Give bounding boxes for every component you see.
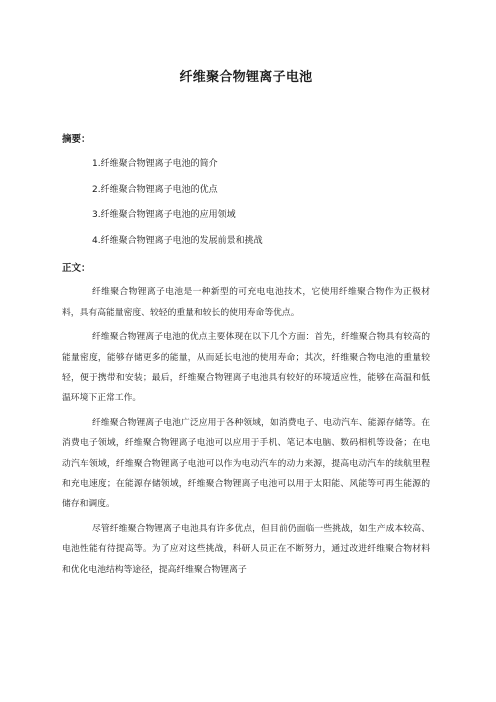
body-label: 正文： xyxy=(62,263,91,275)
outline-item: 1.纤维聚合物锂离子电池的简介 xyxy=(92,159,218,169)
outline-item: 2.纤维聚合物锂离子电池的优点 xyxy=(92,184,218,195)
body-paragraph: 纤维聚合物锂离子电池的优点主要体现在以下几个方面：首先，纤维聚合物具有较高的能量密度，能够存储更多的能量，从而延长电池的使用寿命；其次，纤维聚合物电池的重量较轻，便于携带和安装；最后，纤维聚合物锂离子电池具有较好的环境适应性，能够在高温和低温环境下正常工作。 xyxy=(62,332,430,404)
body-paragraph: 尽管纤维聚合物锂离子电池具有许多优点，但目前仍面临一些挑战，如生产成本较高、电池性能有待提高等。为了应对这些挑战，科研人员正在不断努力，通过改进纤维聚合物材料和优化电池结构等途径，提高纤维聚合物锂离子 xyxy=(62,523,430,575)
outline-item: 4.纤维聚合物锂离子电池的发展前景和挑战 xyxy=(92,235,263,246)
body-paragraph: 纤维聚合物锂离子电池广泛应用于各种领域，如消费电子、电动汽车、能源存储等。在消费电子领域，纤维聚合物锂离子电池可以应用于手机、笔记本电脑、数码相机等设备；在电动汽车领域，纤维聚合物锂离子电池可以作为电动汽车的动力来源，提高电动汽车的续航里程和充电速度；在能源存储领域，纤维聚合物锂离子电池可以用于太阳能、风能等可再生能源的储存和调度。 xyxy=(62,417,430,510)
document-title: 纤维聚合物锂离子电池 xyxy=(179,70,313,85)
abstract-label: 摘要： xyxy=(62,134,91,145)
body-paragraph: 纤维聚合物锂离子电池是一种新型的可充电电池技术，它使用纤维聚合物作为正极材料，具有高能量密度、较轻的重量和较长的使用寿命等优点。 xyxy=(62,287,430,318)
abstract-outline xyxy=(62,158,430,247)
outline-item: 3.纤维聚合物锂离子电池的应用领域 xyxy=(92,210,236,221)
